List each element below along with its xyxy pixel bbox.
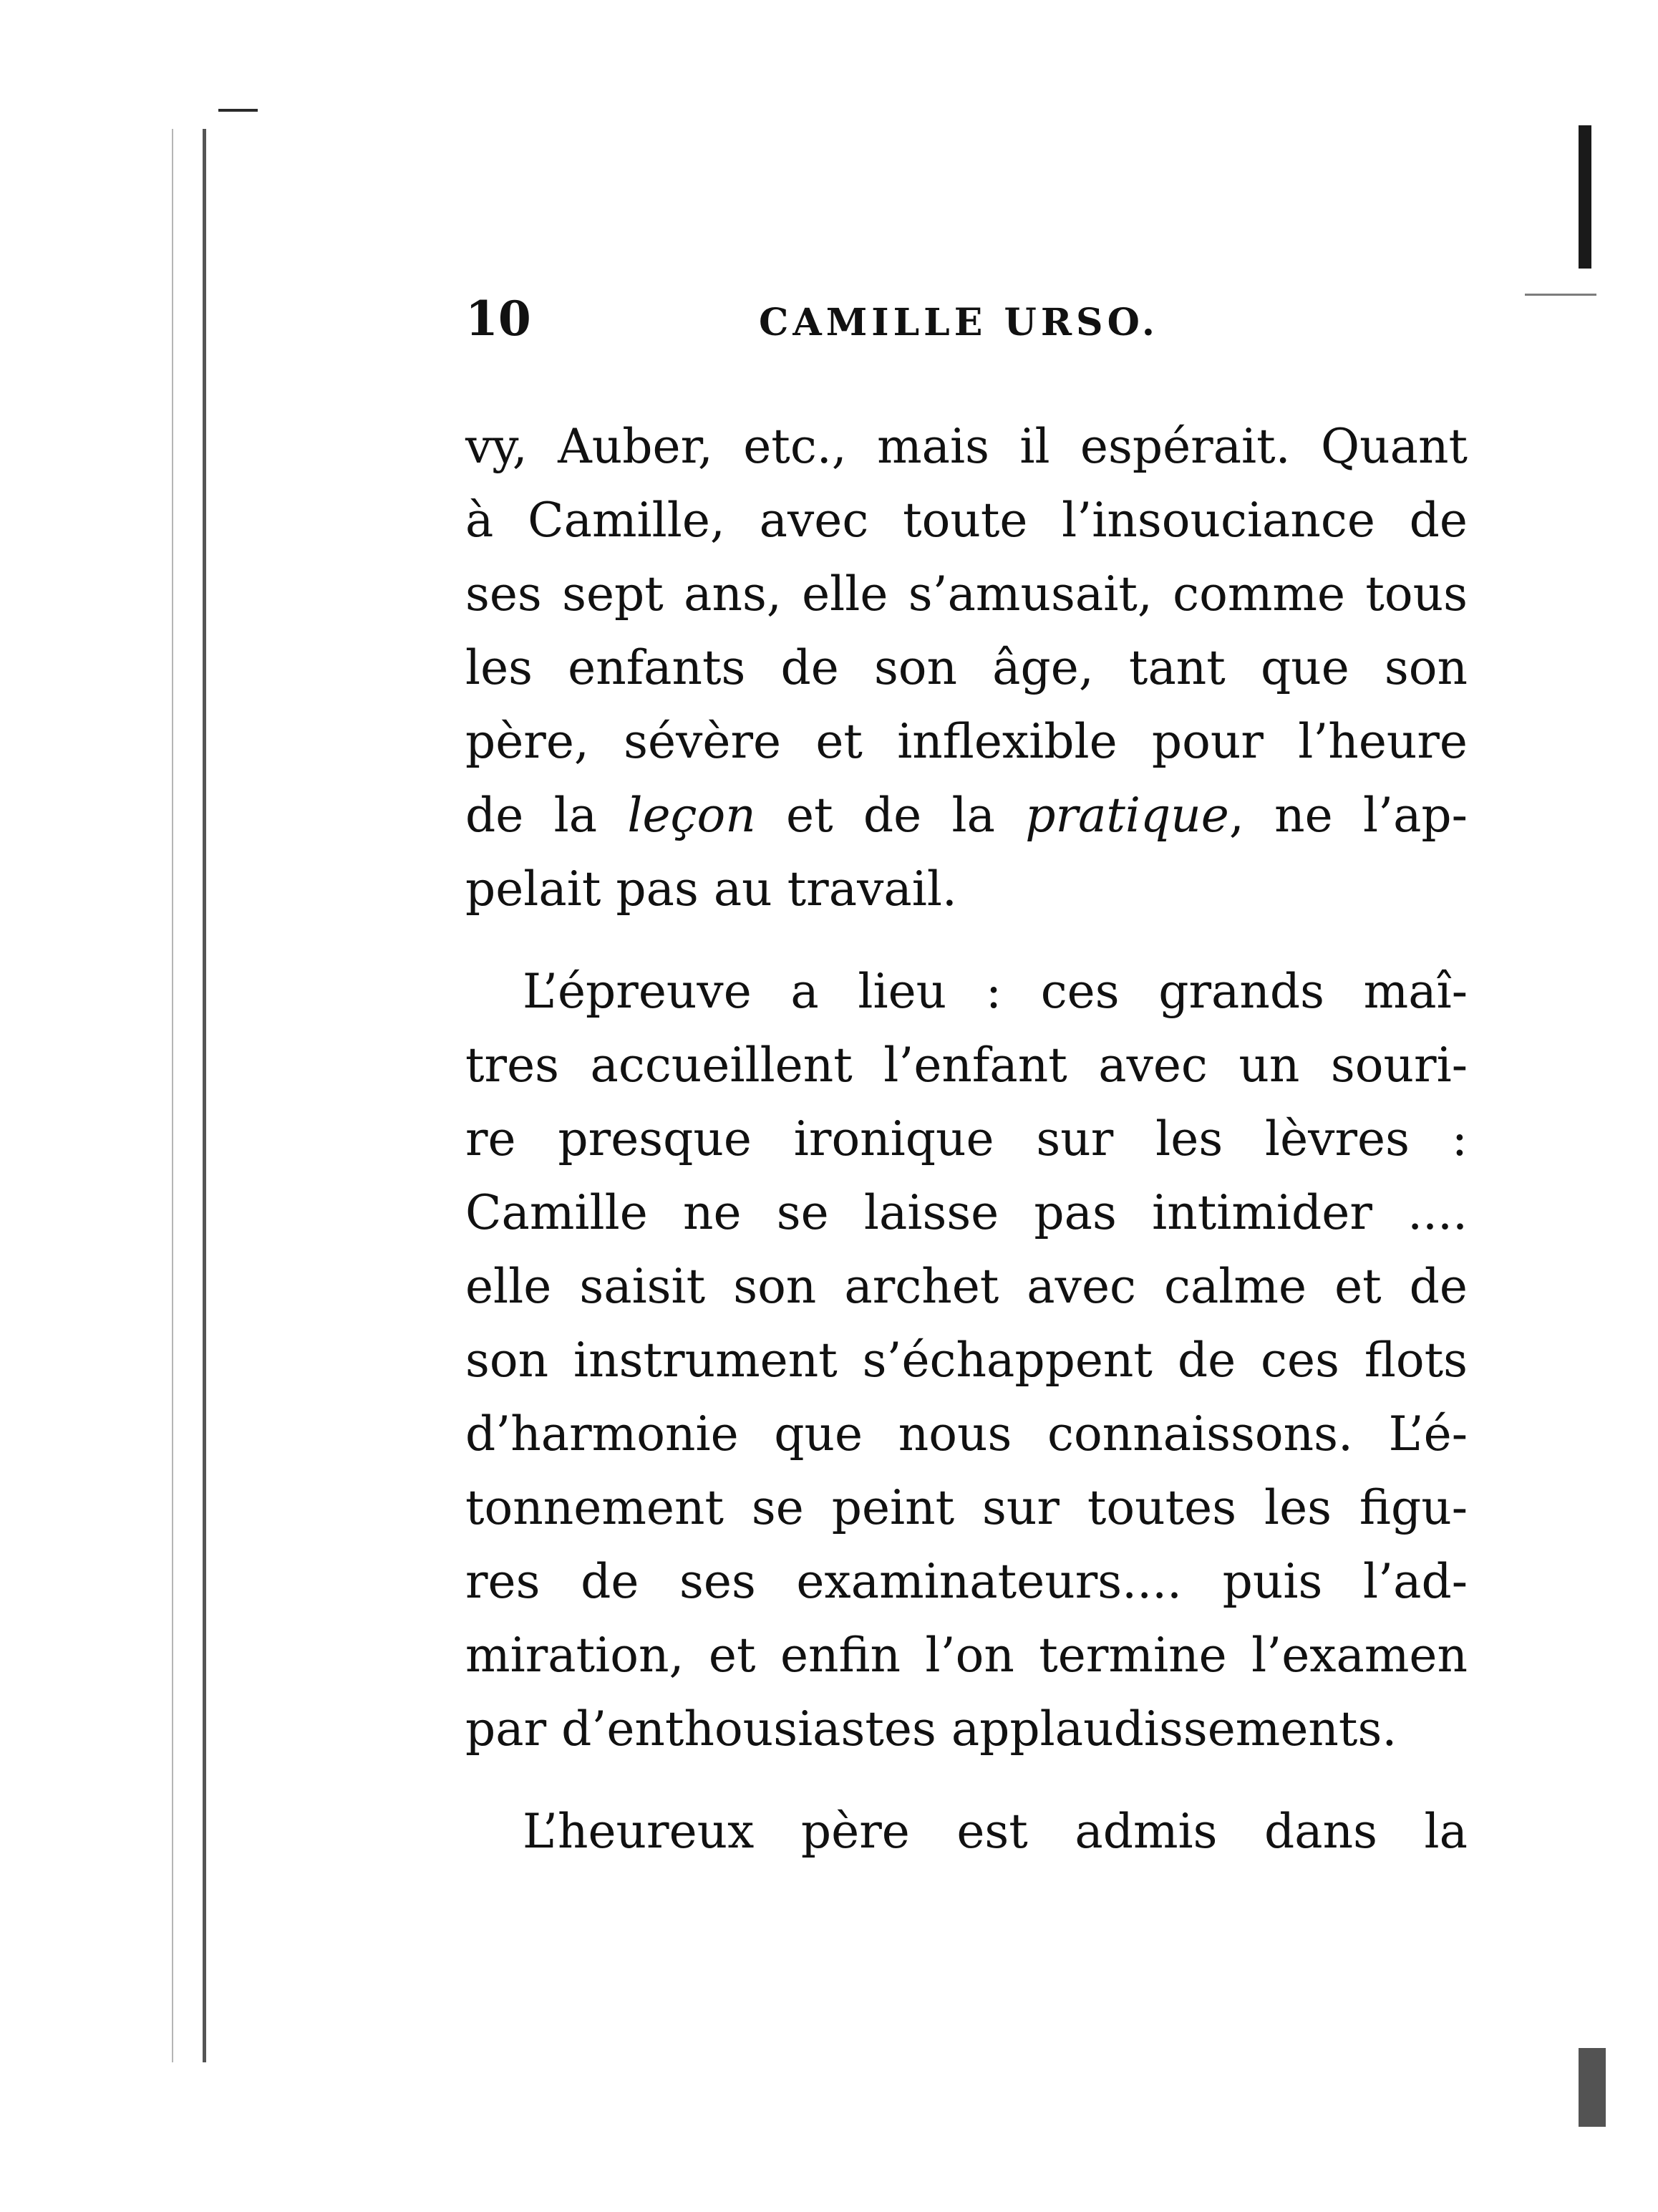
paragraph-3 [465,1795,1468,1868]
left-margin-faint-rule [172,129,173,2062]
paragraph-gap [465,926,1468,955]
text-line: les enfants de son âge, tant que son [465,640,1468,695]
text-line: tonnement se peint sur toutes les figu- [465,1480,1468,1535]
text-line: à Camille, avec toute l’insouciance de [465,493,1468,548]
right-rule [1525,294,1596,296]
text-line-with-italics [465,778,1468,852]
paragraph-gap [465,1766,1468,1795]
text-run: , ne l’ap- [1228,788,1468,843]
text-line: par d’enthousiastes applaudissements. [465,1701,1397,1757]
paragraph-2 [465,955,1468,1766]
text-line: son instrument s’échappent de ces flots [465,1333,1468,1388]
paragraph-1 [465,410,1468,926]
text-line: tres accueillent l’enfant avec un souri- [465,1038,1468,1093]
text-run: et de la [755,788,1026,843]
running-head [465,286,1468,351]
text-line: pelait pas au travail. [465,861,957,917]
body-text [465,410,1468,1868]
text-line: L’épreuve a lieu : ces grands maî- [523,964,1468,1019]
right-edge-mark-bottom [1579,2048,1606,2127]
italic-word: pratique [1025,788,1229,843]
right-edge-mark-top [1579,125,1591,269]
text-line: d’harmonie que nous connaissons. L’é- [465,1406,1468,1462]
running-title: CAMILLE URSO. [759,301,1159,344]
text-run: de la [465,788,628,843]
text-line: Camille ne se laisse pas intimider .... [465,1185,1468,1240]
italic-word: leçon [627,788,756,843]
left-margin-rule [203,129,206,2062]
text-line: miration, et enfin l’on termine l’examen [465,1628,1468,1683]
text-line: ses sept ans, elle s’amusait, comme tous [465,566,1468,622]
text-line: vy, Auber, etc., mais il espérait. Quant [465,419,1468,474]
page-number: 10 [465,291,531,347]
text-line: L’heureux père est admis dans la [523,1804,1468,1859]
text-line: père, sévère et inflexible pour l’heure [465,714,1468,769]
top-rule-stub [218,109,258,112]
text-line: re presque ironique sur les lèvres : [465,1111,1468,1167]
text-line: elle saisit son archet avec calme et de [465,1259,1468,1314]
text-line: res de ses examinateurs.... puis l’ad- [465,1554,1468,1609]
